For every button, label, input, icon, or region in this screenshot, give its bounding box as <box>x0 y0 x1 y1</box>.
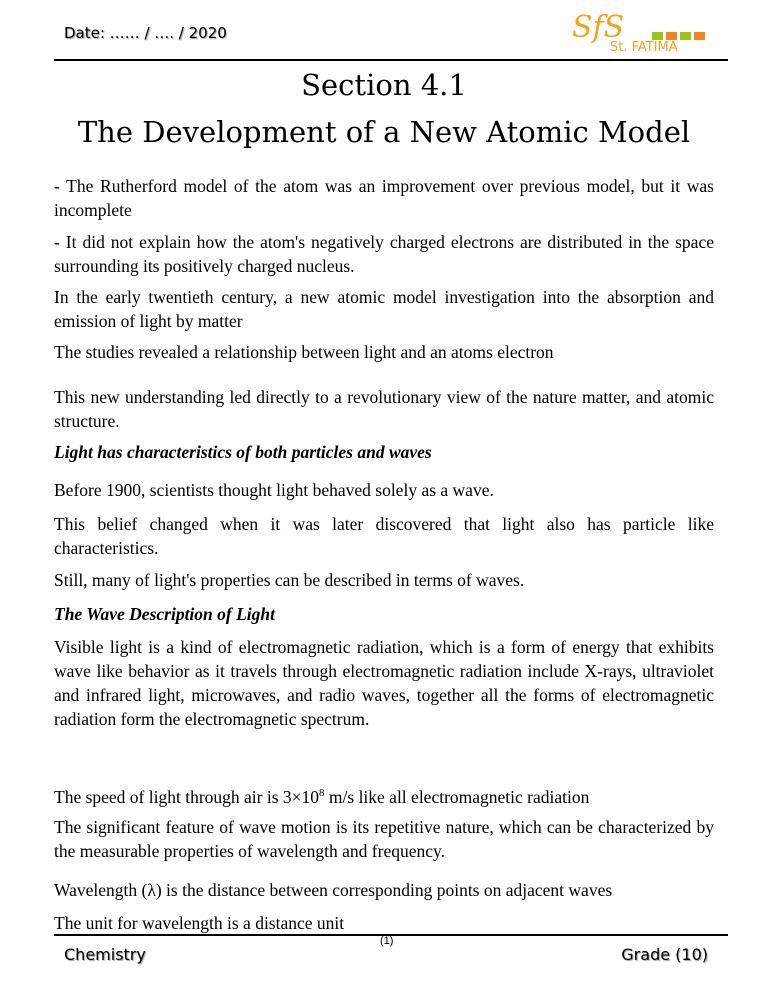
date-field: Date: …… / …. / 2020 <box>64 24 227 42</box>
text: The speed of light through air is 3×10 <box>54 786 320 807</box>
paragraph: - The Rutherford model of the atom was an improvement over previous model, but it was incomplete <box>54 176 714 220</box>
text: m/s like all electromagnetic radiation <box>324 786 590 807</box>
subheading: The Wave Description of Light <box>54 604 276 624</box>
logo-square <box>652 32 663 40</box>
school-logo <box>562 12 722 60</box>
paragraph: In the early twentieth century, a new atomic model investigation into the absorption and emission of light by matter <box>54 287 714 331</box>
footer-grade: Grade (10) <box>621 945 708 964</box>
logo-monogram: SfS <box>572 10 625 45</box>
exponent: 8 <box>319 787 325 799</box>
header-rule <box>54 59 728 61</box>
page-title: The Development of a New Atomic Model <box>77 115 691 149</box>
paragraph: This new understanding led directly to a revolutionary view of the nature matter, and atomic structure. <box>54 387 714 431</box>
footer-subject: Chemistry <box>64 945 146 964</box>
paragraph: The significant feature of wave motion is its repetitive nature, which can be characterized by the measurable properties of wavelength and frequency. <box>54 817 714 861</box>
logo-square <box>666 32 677 40</box>
paragraph: The unit for wavelength is a distance unit <box>54 913 345 933</box>
logo-square <box>694 32 705 40</box>
paragraph: Visible light is a kind of electromagnetic radiation, which is a form of energy that exhibits wave like behavior as it travels through electromagnetic radiation include X-rays, ultraviolet and infrared light, microwaves, and radio waves, together all the forms of electromagnetic radiation form the electromagnetic spectrum. <box>54 637 714 729</box>
subheading: Light has characteristics of both particles and waves <box>54 442 432 462</box>
paragraph: Wavelength (λ) is the distance between corresponding points on adjacent waves <box>54 880 613 900</box>
section-number: Section 4.1 <box>301 68 467 102</box>
logo-square <box>680 32 691 40</box>
speed-of-light-paragraph <box>54 781 714 809</box>
paragraph: Still, many of light's properties can be described in terms of waves. <box>54 570 525 590</box>
paragraph: The studies revealed a relationship between light and an atoms electron <box>54 342 554 362</box>
paragraph: - It did not explain how the atom's negatively charged electrons are distributed in the space surrounding its positively charged nucleus. <box>54 232 714 276</box>
logo-name: St. FATIMA <box>610 40 678 55</box>
paragraph: This belief changed when it was later discovered that light also has particle like characteristics. <box>54 514 714 558</box>
page-number: (1) <box>380 935 394 947</box>
paragraph: Before 1900, scientists thought light behaved solely as a wave. <box>54 480 494 500</box>
